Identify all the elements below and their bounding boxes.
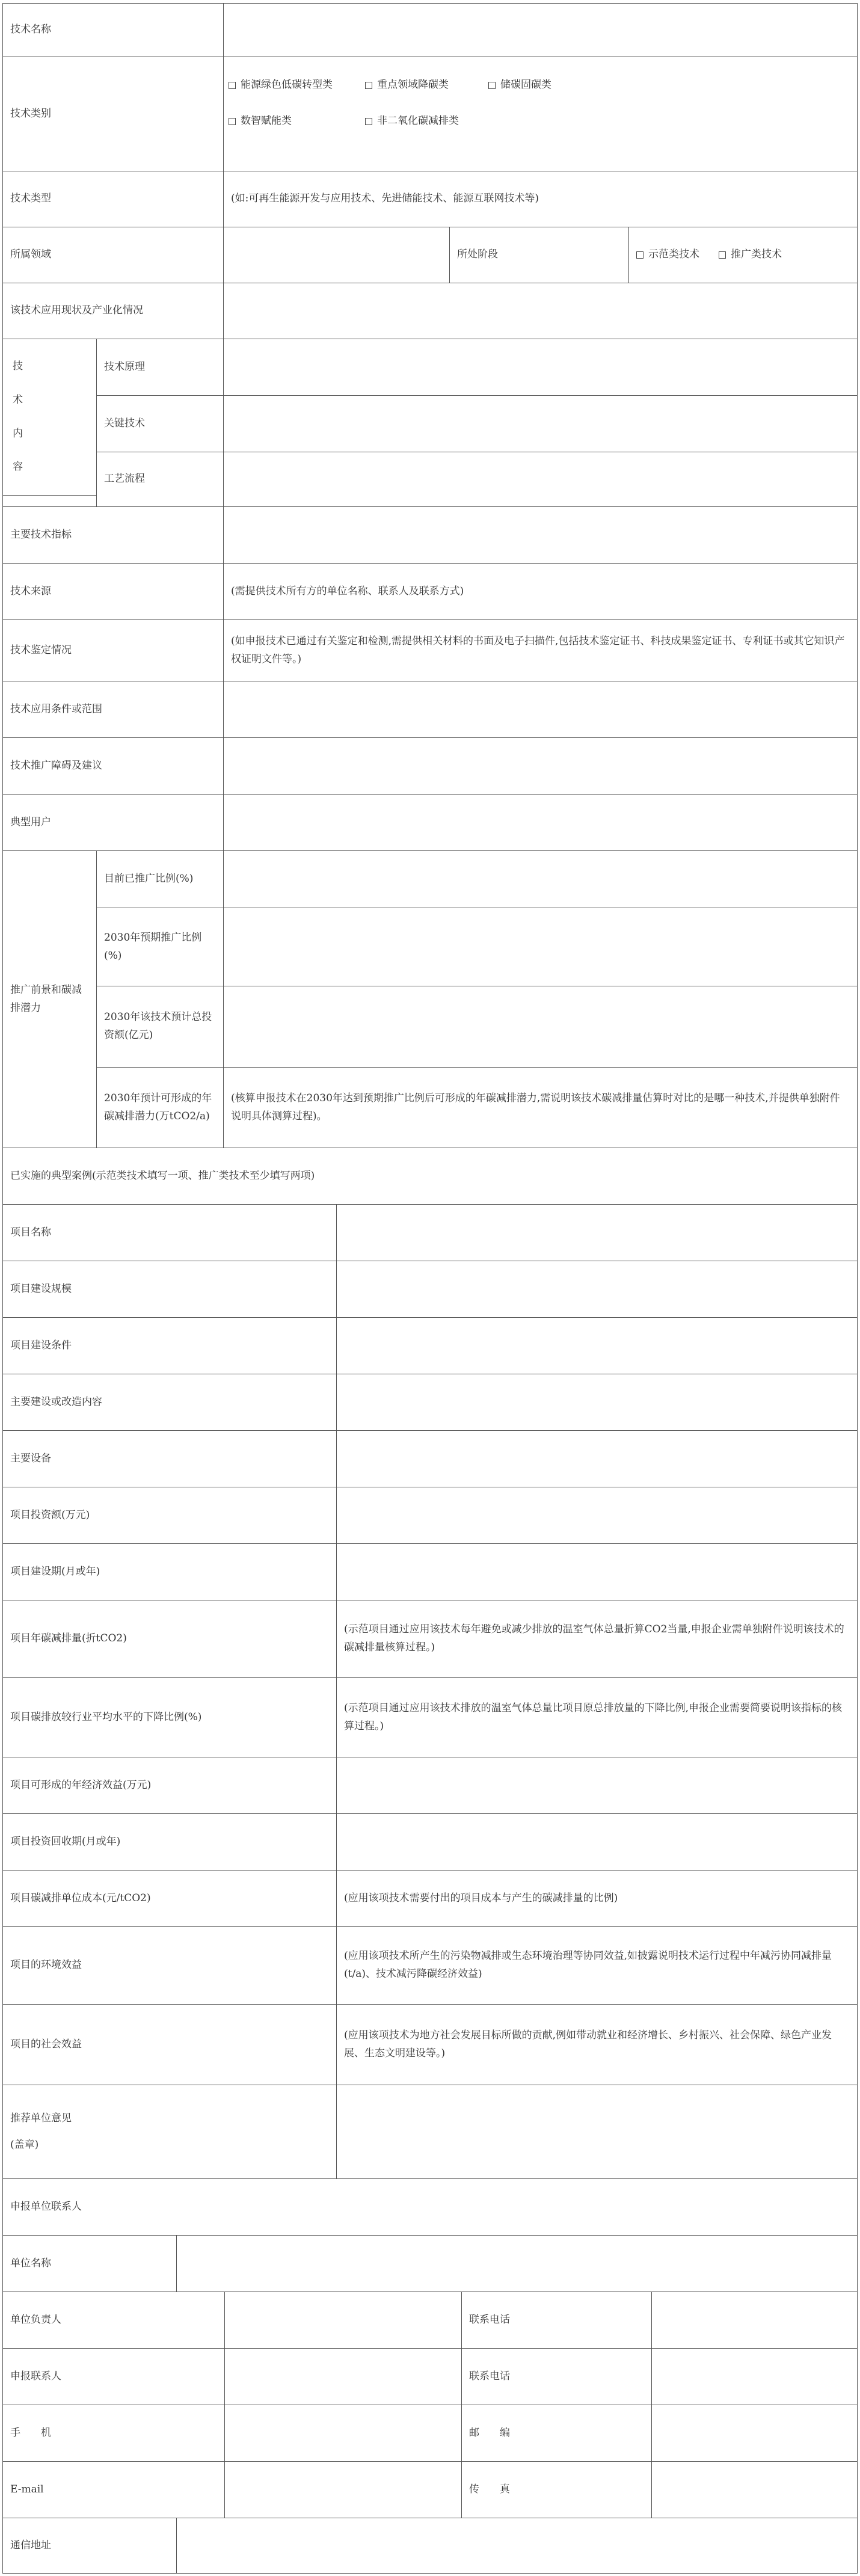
category-option-2[interactable]: 重点领域降碳类 (365, 76, 449, 94)
cases-header: 已实施的典型案例(示范类技术填写一项、推广类技术至少填写两项) (2, 1148, 858, 1205)
fax-input[interactable] (651, 2461, 858, 2518)
category-option-5[interactable]: 非二氧化碳减排类 (365, 112, 459, 131)
source-input[interactable]: (需提供技术所有方的单位名称、联系人及联系方式) (223, 563, 858, 620)
address-label: 通信地址 (2, 2518, 177, 2574)
contact-person-label: 申报联系人 (2, 2348, 225, 2405)
economic-benefit-input[interactable] (336, 1757, 858, 1814)
checkbox[interactable] (365, 82, 372, 89)
process-label: 工艺流程 (96, 452, 224, 507)
phone-label-2: 联系电话 (461, 2348, 652, 2405)
category-option-1[interactable]: 能源绿色低碳转型类 (229, 76, 333, 94)
org-name-label: 单位名称 (2, 2235, 177, 2292)
checkbox[interactable] (229, 82, 236, 89)
postcode-input[interactable] (651, 2405, 858, 2462)
checkbox[interactable] (636, 251, 643, 259)
invest-2030-input[interactable] (223, 986, 858, 1068)
project-content-label: 主要建设或改造内容 (2, 1374, 337, 1431)
contact-person-input[interactable] (224, 2348, 462, 2405)
economic-benefit-label: 项目可形成的年经济效益(万元) (2, 1757, 337, 1814)
field-input[interactable] (223, 227, 450, 283)
annual-reduction-input[interactable]: (示范项目通过应用该技术每年避免或减少排放的温室气体总量折算CO2当量,申报企业需单独附件说明该技术的碳减排量核算过程。) (336, 1600, 858, 1678)
barriers-label: 技术推广障碍及建议 (2, 737, 224, 795)
status-input[interactable] (223, 283, 858, 339)
checkbox[interactable] (719, 251, 726, 259)
payback-input[interactable] (336, 1813, 858, 1871)
recommender-input[interactable] (336, 2085, 858, 2179)
tech-type-label: 技术类型 (2, 171, 224, 227)
potential-2030-label: 2030年预计可形成的年碳减排潜力(万tCO2/a) (96, 1067, 224, 1148)
appraisal-input[interactable]: (如申报技术已通过有关鉴定和检测,需提供相关材料的书面及电子扫描件,包括技术鉴定证书、科技成果鉴定证书、专利证书或其它知识产权证明文件等。) (223, 619, 858, 681)
org-head-input[interactable] (224, 2292, 462, 2349)
potential-2030-input[interactable]: (核算申报技术在2030年达到预期推广比例后可形成的年碳减排潜力,需说明该技术碳减排量估算时对比的是哪一种技术,并提供单独附件说明具体测算过程)。 (223, 1067, 858, 1148)
category-option-3[interactable]: 储碳固碳类 (488, 76, 551, 94)
reduction-ratio-input[interactable]: (示范项目通过应用该技术排放的温室气体总量比项目原总排放量的下降比例,申报企业需要简要说明该指标的核算过程。) (336, 1677, 858, 1757)
checkbox[interactable] (229, 118, 236, 125)
mobile-input[interactable] (224, 2405, 462, 2462)
seal-note: (盖章) (10, 2138, 39, 2151)
reduction-ratio-label: 项目碳排放较行业平均水平的下降比例(%) (2, 1677, 337, 1757)
tech-category-label: 技术类别 (2, 57, 224, 171)
address-input[interactable] (176, 2518, 858, 2574)
social-benefit-input[interactable]: (应用该项技术为地方社会发展目标所做的贡献,例如带动就业和经济增长、乡村振兴、社会保障、绿色产业发展、生态文明建设等。) (336, 2004, 858, 2085)
project-name-label: 项目名称 (2, 1204, 337, 1261)
principle-input[interactable] (223, 339, 858, 396)
principle-label: 技术原理 (96, 339, 224, 396)
recommender-label: 推荐单位意见 (盖章) (2, 2085, 337, 2179)
project-scale-input[interactable] (336, 1261, 858, 1318)
tech-name-input[interactable] (223, 3, 858, 57)
barriers-input[interactable] (223, 737, 858, 795)
stage-label: 所处阶段 (449, 227, 629, 283)
tech-name-label: 技术名称 (2, 3, 224, 57)
stage-option-demo[interactable]: 示范类技术 (636, 246, 699, 264)
checkbox[interactable] (365, 118, 372, 125)
tech-category-options (223, 57, 858, 171)
contact-header: 申报单位联系人 (2, 2178, 858, 2236)
conditions-label: 技术应用条件或范围 (2, 681, 224, 738)
current-ratio-input[interactable] (223, 850, 858, 908)
indicators-input[interactable] (223, 506, 858, 564)
org-head-label: 单位负责人 (2, 2292, 225, 2349)
key-tech-input[interactable] (223, 395, 858, 452)
stage-options (628, 227, 858, 283)
project-period-input[interactable] (336, 1543, 858, 1600)
category-option-4[interactable]: 数智赋能类 (229, 112, 292, 131)
email-label: E-mail (2, 2461, 225, 2518)
email-input[interactable] (224, 2461, 462, 2518)
typical-users-input[interactable] (223, 794, 858, 851)
tech-content-label: 技 术 内 容 (2, 339, 97, 496)
project-conditions-input[interactable] (336, 1317, 858, 1374)
payback-label: 项目投资回收期(月或年) (2, 1813, 337, 1871)
appraisal-label: 技术鉴定情况 (2, 619, 224, 681)
key-tech-label: 关键技术 (96, 395, 224, 452)
prospect-label: 推广前景和碳减排潜力 (2, 850, 97, 1148)
status-label: 该技术应用现状及产业化情况 (2, 283, 224, 339)
social-benefit-label: 项目的社会效益 (2, 2004, 337, 2085)
process-input[interactable] (223, 452, 858, 507)
main-equipment-input[interactable] (336, 1430, 858, 1487)
tech-type-input[interactable]: (如:可再生能源开发与应用技术、先进储能技术、能源互联网技术等) (223, 171, 858, 227)
unit-cost-input[interactable]: (应用该项技术需要付出的项目成本与产生的碳减排量的比例) (336, 1870, 858, 1927)
postcode-label: 邮 编 (461, 2405, 652, 2462)
source-label: 技术来源 (2, 563, 224, 620)
phone-input-2[interactable] (651, 2348, 858, 2405)
project-conditions-label: 项目建设条件 (2, 1317, 337, 1374)
typical-users-label: 典型用户 (2, 794, 224, 851)
indicators-label: 主要技术指标 (2, 506, 224, 564)
project-investment-input[interactable] (336, 1487, 858, 1544)
mobile-label: 手 机 (2, 2405, 225, 2462)
project-period-label: 项目建设期(月或年) (2, 1543, 337, 1600)
phone-label-1: 联系电话 (461, 2292, 652, 2349)
checkbox[interactable] (488, 82, 496, 89)
stage-option-promo[interactable]: 推广类技术 (719, 246, 782, 264)
org-name-input[interactable] (176, 2235, 858, 2292)
env-benefit-input[interactable]: (应用该项技术所产生的污染物减排或生态环境治理等协同效益,如披露说明技术运行过程中年减污协同减排量(t/a)、技术减污降碳经济效益) (336, 1926, 858, 2005)
project-content-input[interactable] (336, 1374, 858, 1431)
project-name-input[interactable] (336, 1204, 858, 1261)
ratio-2030-label: 2030年预期推广比例(%) (96, 908, 224, 986)
phone-input-1[interactable] (651, 2292, 858, 2349)
field-label: 所属领域 (2, 227, 224, 283)
unit-cost-label: 项目碳减排单位成本(元/tCO2) (2, 1870, 337, 1927)
invest-2030-label: 2030年该技术预计总投资额(亿元) (96, 986, 224, 1068)
main-equipment-label: 主要设备 (2, 1430, 337, 1487)
fax-label: 传 真 (461, 2461, 652, 2518)
env-benefit-label: 项目的环境效益 (2, 1926, 337, 2005)
project-scale-label: 项目建设规模 (2, 1261, 337, 1318)
current-ratio-label: 目前已推广比例(%) (96, 850, 224, 908)
project-investment-label: 项目投资额(万元) (2, 1487, 337, 1544)
annual-reduction-label: 项目年碳减排量(折tCO2) (2, 1600, 337, 1678)
conditions-input[interactable] (223, 681, 858, 738)
tech-content-label-ext (2, 495, 97, 507)
ratio-2030-input[interactable] (223, 908, 858, 986)
